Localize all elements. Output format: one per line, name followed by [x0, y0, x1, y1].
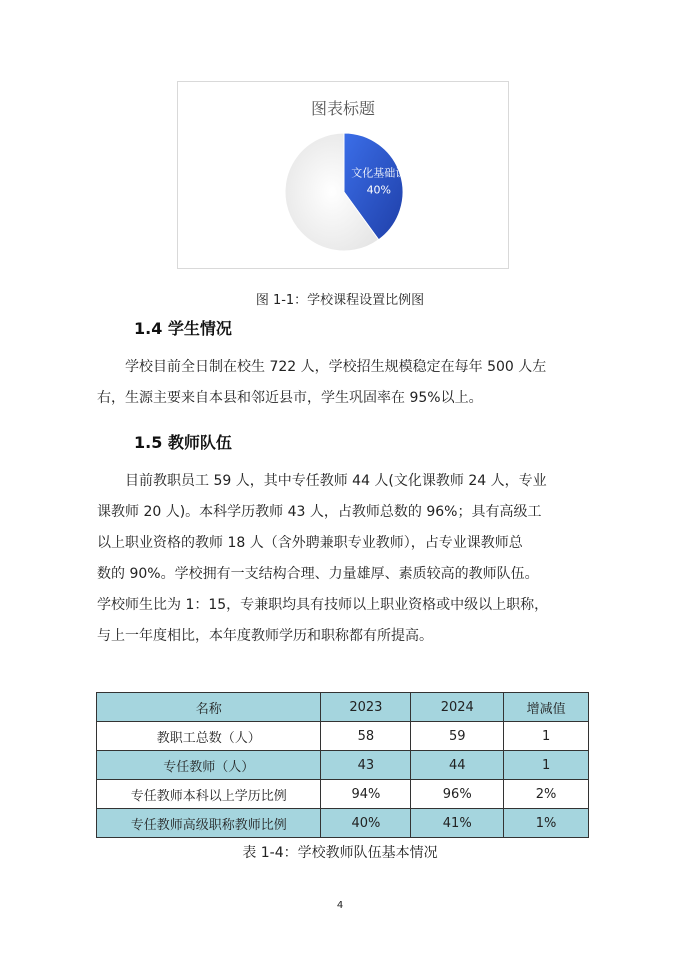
table-cell: 44 [411, 751, 504, 780]
slice-label-percent: 40% [366, 183, 392, 197]
slice-label-name: 文化基础课 [351, 166, 407, 180]
table-header-cell: 增减值 [504, 693, 589, 722]
figure-caption: 图 1-1：学校课程设置比例图 [255, 293, 425, 308]
table-cell: 专任教师本科以上学历比例 [97, 780, 321, 809]
paragraph-line: 学校师生比为 1：15，专兼职均具有技师以上职业资格或中级以上职称， [97, 597, 549, 613]
table-cell: 59 [411, 722, 504, 751]
table-cell: 43 [321, 751, 411, 780]
table-cell: 94% [321, 780, 411, 809]
table-row [97, 780, 589, 809]
pie-chart [177, 81, 509, 269]
chart-title: 图表标题 [310, 99, 375, 118]
table-cell: 41% [411, 809, 504, 838]
paragraph-line: 右，生源主要来自本县和邻近县市，学生巩固率在 95%以上。 [97, 390, 483, 406]
table-header-cell: 2023 [321, 693, 411, 722]
paragraph-line: 以上职业资格的教师 18 人（含外聘兼职专业教师），占专业课教师总 [97, 535, 523, 551]
paragraph-line: 与上一年度相比，本年度教师学历和职称都有所提高。 [97, 628, 433, 644]
paragraph-line: 课教师 20 人)。本科学历教师 43 人，占教师总数的 96%；具有高级工 [97, 504, 542, 520]
paragraph-students [97, 352, 597, 414]
table-row [97, 722, 589, 751]
table-row [97, 751, 589, 780]
table-cell: 专任教师（人） [97, 751, 321, 780]
table-cell: 1 [504, 751, 589, 780]
table-cell: 1 [504, 722, 589, 751]
page-number: 4 [336, 900, 344, 911]
paragraph-line: 数的 90%。学校拥有一支结构合理、力量雄厚、素质较高的教师队伍。 [97, 566, 539, 582]
paragraph-teachers [97, 466, 597, 652]
table-cell: 专任教师高级职称教师比例 [97, 809, 321, 838]
table-cell: 40% [321, 809, 411, 838]
section-heading-teachers: 1.5 教师队伍 [134, 433, 232, 452]
table-header-cell: 2024 [411, 693, 504, 722]
table-cell: 教职工总数（人） [97, 722, 321, 751]
table-cell: 96% [411, 780, 504, 809]
paragraph-line: 目前教职员工 59 人，其中专任教师 44 人(文化课教师 24 人，专业 [125, 473, 547, 489]
teacher-stats-table [96, 692, 589, 838]
table-cell: 1% [504, 809, 589, 838]
table-caption: 表 1-4：学校教师队伍基本情况 [242, 845, 438, 861]
table-row [97, 809, 589, 838]
table-cell: 2% [504, 780, 589, 809]
pie-chart-svg [178, 82, 510, 270]
paragraph-line: 学校目前全日制在校生 722 人，学校招生规模稳定在每年 500 人左 [125, 359, 547, 375]
section-heading-students: 1.4 学生情况 [134, 319, 232, 338]
table-header-cell: 名称 [97, 693, 321, 722]
table-cell: 58 [321, 722, 411, 751]
table-header-row [97, 693, 589, 722]
